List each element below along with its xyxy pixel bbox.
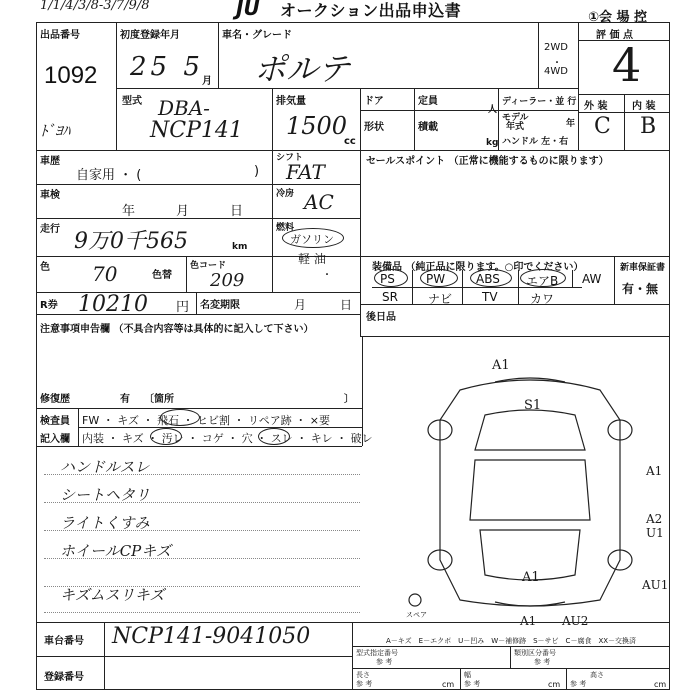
- width-ref: 参 考: [464, 680, 481, 688]
- form-title: オークション出品申込書: [280, 1, 462, 20]
- inspection-day: 日: [230, 204, 244, 219]
- recycle-label: R券: [40, 300, 58, 311]
- length-unit: cm: [442, 680, 455, 689]
- category-number-label: 類別区分番号: [514, 649, 556, 657]
- cc-unit: cc: [344, 136, 356, 147]
- note-3: ライトくすみ: [60, 514, 150, 532]
- equip-sr: SR: [382, 290, 398, 304]
- fuel-dot: ・: [322, 270, 332, 281]
- load-label: 積載: [418, 122, 438, 133]
- length-ref: 参 考: [356, 680, 373, 688]
- left-margin-scribble: ﾄﾞﾖﾊ: [40, 122, 71, 140]
- repair-close: 〕: [344, 394, 354, 405]
- height-ref: 参 考: [570, 680, 587, 688]
- damage-mark-trunk-a1: A1: [522, 570, 540, 585]
- displacement-label: 排気量: [276, 96, 306, 107]
- note-5: キズムスリキズ: [60, 586, 165, 604]
- inspection-year: 年: [122, 204, 136, 219]
- name-change-month: 月: [294, 298, 307, 312]
- rear-label: 後日品: [366, 312, 396, 323]
- history-close: ): [254, 164, 260, 179]
- height-unit: cm: [654, 680, 667, 689]
- car-name-label: 車名・グレード: [222, 30, 292, 41]
- model-year-label-1: モデル: [502, 113, 529, 123]
- model-code-line2: NCP141: [150, 118, 243, 143]
- spare-label: スペア: [406, 611, 427, 619]
- drive-2wd-label: 2WD: [544, 42, 568, 53]
- width-label: 幅: [464, 671, 471, 679]
- equip-tv: TV: [482, 290, 498, 304]
- notes-title: 注意事項申告欄 （不具合内容等は具体的に記入して下さい）: [40, 324, 314, 335]
- history-value: 自家用 ・ (: [76, 168, 142, 183]
- doors-label: ドア: [364, 96, 384, 107]
- color-code-label: 色コード: [190, 261, 227, 271]
- drive-dot: ・: [552, 58, 562, 69]
- entry-label: 記入欄: [40, 434, 70, 445]
- interior-grade: B: [640, 114, 657, 139]
- interior-defect-row: 内装 ・ キズ ・ 汚レ ・ コゲ ・ 穴 ・ スレ ・ キレ ・ 破レ: [82, 432, 373, 445]
- kg-unit: kg: [486, 138, 499, 148]
- model-year-unit: 年: [566, 119, 576, 129]
- ac-value: AC: [304, 190, 334, 214]
- color-label: 色: [40, 262, 50, 273]
- fuel-selected: ガソリン: [290, 233, 334, 246]
- name-change-limit-label: 名変期限: [200, 300, 240, 311]
- equipment-label: 装備品 （純正品に限ります。○印でください）: [372, 262, 584, 273]
- ac-label: 冷房: [276, 189, 295, 199]
- dealer-parallel-label: ディーラー・並 行: [502, 97, 577, 107]
- note-4: ホイールCPキズ: [60, 542, 171, 560]
- warranty-label: 新車保証書: [620, 263, 666, 273]
- chip-circle: [160, 409, 200, 426]
- chassis-number-value: NCP141-9041050: [112, 624, 311, 649]
- first-registration-value: 25 5: [130, 52, 204, 82]
- model-year-label-2: 年式: [506, 122, 525, 132]
- equip-airbag-circle: [520, 269, 566, 287]
- header-stamp: 1/1/4/3/8-3/7/9/8: [40, 0, 150, 13]
- damage-mark-right-a2: A2: [646, 512, 663, 526]
- equip-airbag: エアB: [526, 274, 559, 288]
- drive-4wd-label: 4WD: [544, 66, 568, 77]
- model-code-line1: DBA-: [158, 96, 210, 120]
- repair-location: 〔箇所: [144, 394, 174, 405]
- inspector-label: 検査員: [40, 416, 70, 427]
- warranty-value: 有・無: [622, 282, 659, 296]
- name-change-day: 日: [340, 298, 353, 312]
- inspection-month: 月: [176, 204, 190, 219]
- capacity-label: 定員: [418, 96, 438, 107]
- shift-label: シフト: [276, 153, 304, 163]
- damage-mark-right-a1: A1: [646, 464, 663, 478]
- damage-mark-bumper-au2: AU2: [562, 614, 589, 628]
- light-oil-label: 軽 油: [298, 252, 326, 266]
- damage-mark-rear-au1: AU1: [642, 578, 669, 592]
- width-unit: cm: [548, 680, 561, 689]
- damage-mark-bumper-a1: A1: [520, 614, 537, 628]
- color-code-value: 209: [210, 270, 245, 291]
- lot-number-value: 1092: [44, 62, 98, 89]
- equip-abs-circle: [470, 269, 512, 287]
- header-logo: JU: [236, 0, 260, 20]
- note-2: シートヘタリ: [60, 486, 151, 504]
- mileage-label: 走行: [40, 224, 60, 235]
- lot-number-label: 出品番号: [40, 30, 80, 41]
- equip-ps: PS: [380, 272, 395, 286]
- yen-unit: 円: [176, 300, 190, 315]
- damage-mark-hood-s1: S1: [524, 398, 542, 413]
- chassis-number-label: 車台番号: [44, 636, 84, 647]
- color-value: 70: [92, 262, 118, 286]
- person-unit: 人: [488, 105, 498, 115]
- damage-mark-front-a1: A1: [492, 358, 510, 373]
- repair-yes: 有: [120, 394, 130, 405]
- car-name-value: ポルテ: [254, 50, 351, 88]
- model-label: 型式: [122, 96, 142, 107]
- history-label: 車歴: [40, 156, 60, 167]
- mileage-value: 9万0千565: [74, 229, 188, 254]
- color-change-label: 色替: [152, 270, 172, 281]
- equip-ps-circle: [374, 269, 408, 287]
- inspection-label: 車検: [40, 190, 60, 201]
- first-registration-label: 初度登録年月: [120, 30, 180, 41]
- shift-value: FAT: [286, 160, 325, 184]
- shape-label: 形状: [364, 122, 384, 133]
- wear-circle: [258, 428, 290, 445]
- recycle-fee: 10210: [78, 292, 148, 317]
- equip-aw: AW: [582, 272, 602, 286]
- displacement-value: 1500: [286, 112, 348, 140]
- model-designation-ref: 参 考: [376, 658, 393, 666]
- exterior-defect-row: FW ・ キズ ・ 飛石 ・ ヒビ割 ・ リペア跡 ・ ×要: [82, 414, 330, 427]
- damage-legend: A－キズ E－エクボ U－凹み W－補修跡 S－サビ C－腐食 XX－交換済: [386, 637, 637, 645]
- handle-label: ハンドル 左・右: [502, 137, 569, 147]
- equip-pw-circle: [420, 269, 458, 287]
- length-label: 長さ: [356, 671, 370, 679]
- stain-circle: [150, 428, 182, 445]
- height-label: 高さ: [590, 671, 604, 679]
- fuel-label: 燃料: [276, 223, 295, 233]
- evaluation-label: 評 価 点: [596, 30, 633, 41]
- exterior-label: 外 装: [584, 101, 608, 112]
- interior-label: 内 装: [632, 101, 656, 112]
- note-1: ハンドルスレ: [60, 458, 150, 476]
- registration-number-label: 登録番号: [44, 672, 84, 683]
- venue-copy-label: ①会 場 控: [588, 10, 648, 25]
- equip-pw: PW: [426, 272, 446, 286]
- repair-history-label: 修復歴: [40, 394, 70, 405]
- category-number-ref: 参 考: [534, 658, 551, 666]
- km-unit: km: [232, 242, 248, 252]
- equip-navi: ナビ: [428, 292, 453, 306]
- damage-mark-right-u1: U1: [646, 526, 664, 540]
- sales-point-label: セールスポイント （正常に機能するものに限ります）: [366, 156, 609, 167]
- equip-abs: ABS: [476, 272, 500, 286]
- equip-leather: カワ: [530, 292, 555, 306]
- first-registration-unit: 月: [202, 76, 212, 87]
- exterior-grade: C: [594, 114, 611, 139]
- evaluation-score: 4: [612, 38, 642, 92]
- model-designation-label: 型式指定番号: [356, 649, 398, 657]
